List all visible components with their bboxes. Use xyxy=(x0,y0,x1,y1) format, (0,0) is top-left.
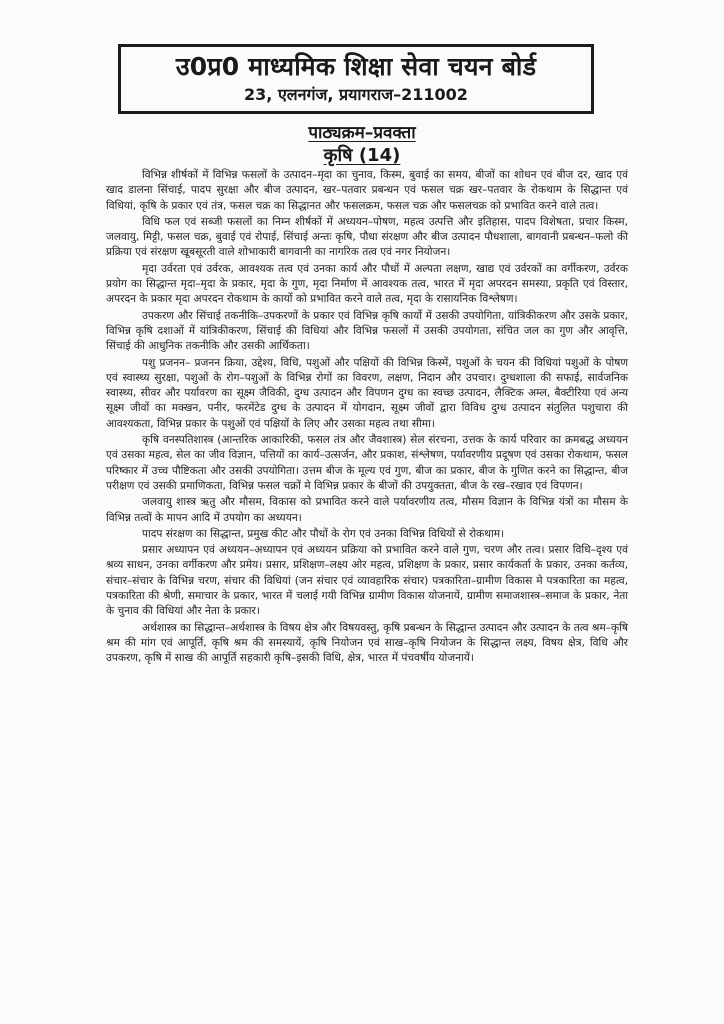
paragraph-plant-protection: पादप संरक्षण का सिद्धान्त, प्रमुख कीट और पौधों के रोग एवं उनका विभिन्न विधियों से रोकथाम। xyxy=(142,527,505,540)
subject-title: कृषि (14) xyxy=(323,145,401,166)
syllabus-body xyxy=(106,168,628,668)
paragraph-soil-fertility: मृदा उर्वरता एवं उर्वरक, आवश्यक तत्व एवं उनका कार्य और पौधों में अल्पता लक्षण, खाद्य एवं उर्वरकों का वर्गीकरण, उर्वरक प्रयोग का सिद्धान्त मृदा–मृदा के प्रकार, मृदा के गुण, मृदा निर्माण में आवश्यक तत्व, भारत में मृदा अपरदन समस्या, प्रकृति एवं विस्तार, अपरदन के प्रकार मृदा अपरदन रोकथाम के कार्यो को प्रभावित करने वाले तत्व, मृदा के रासायनिक विश्लेषण। xyxy=(106,262,628,306)
paragraph-crop-production: विभिन्न शीर्षकों में विभिन्न फसलों के उत्पादन–मृदा का चुनाव, किस्म, बुवाई का समय, बीजों का शोधन एवं बीज दर, खाद एवं खाद डालना सिंचाई, पादप सुरक्षा और बीज उत्पादन, खर–पतवार प्रबन्धन एवं फसल चक्र खर–पतवार के रोकथाम के सिद्धान्त एवं विधियां, कृषि के प्रकार एवं तंत्र, फसल चक्र का सिद्धानत और फसलक्रम, फसल चक्र और फसलचक्र को प्रभावित करने वाले तत्व। xyxy=(106,169,628,212)
paragraph-equipment-irrigation: उपकरण और सिंचाई तकनीकि–उपकरणों के प्रकार एवं विभिन्न कृषि कार्यो में उसकी उपयोगिता, यांत्रिकीकरण और उसके प्रकार, विभिन्न कृषि दशाओं में यांत्रिकीकरण, सिंचाई की विधियां और विभिन्न फसलों में उसकी उपयोगता, संचित जल का गुण और आवृत्ति, सिंचाई की आधुनिक तकनीकि और उसकी आर्थिकता। xyxy=(106,309,628,353)
paragraph-horticulture: विधि फल एवं सब्जी फसलों का निम्न शीर्षकों में अध्ययन–पोषण, महत्व उत्पत्ति और इतिहास, पादप विशेषता, प्रचार किस्म, जलवायु, मिट्टी, फसल चक्र, बुवाई एवं रोपाई, सिंचाई अन्तः कृषि, पौधा संरक्षण और बीज उत्पादन पौधशाला, बागवानी प्रबन्धन–फलो की प्रक्रिया एवं संरक्षण खूबसूरती वाले शोभाकारी बागवानी का नागरिक तत्व एवं नगर नियोजन। xyxy=(106,215,628,259)
paragraph-climatology: जलवायु शास्त्र ऋतु और मौसम, विकास को प्रभावित करने वाले पर्यावरणीय तत्व, मौसम विज्ञान के विभिन्न यंत्रों का मौसम के विभिन्न तत्वों के मापन आदि में उपयोग का अध्ययन। xyxy=(106,496,628,524)
paragraph-agricultural-botany: कृषि वनस्पतिशास्त्र (आन्तरिक आकारिकी, फसल तंत्र और जैवशास्त्र) सेल संरचना, उत्तक के कार्य परिवार का क्रमबद्ध अध्ययन एवं उसका महत्व, सेल का जीव विज्ञान, पत्तियों का कार्य–उत्सर्जन, और प्रकाश, संश्लेषण, पर्यावरणीय प्रदूषण एवं उसका रोकथाम, फसल परिष्कार में उच्च पौष्टिकता और उसकी उपयोगिता। उत्तम बीज के मूल्य एवं गुण, बीज का प्रकार, बीज के गुणित करने का सिद्धान्त, बीज परीक्षण एवं उसकी प्रमाणिकता, विभिन्न फसल चक्रों मे विभिन्न प्रकार के बीजों की उपयुक्तता, बीज के रख–रखाव एवं विपणन। xyxy=(106,434,628,492)
paragraph-animal-breeding: पशु प्रजनन– प्रजनन क्रिया, उद्देश्य, विधि, पशुओं और पक्षियों की विभिन्न किस्में, पशुओं के चयन की विधियां पशुओं के पोषण एवं स्वास्थ्य सुरक्षा, पशुओं के रोग–पशुओं के विभिन्न रोगों का विवरण, लक्षण, निदान और उपचार। दुग्धशाला की सफाई, सार्वजनिक स्वास्थ्य, सीवर और पर्यावरण का सूक्ष्म जैविकी, दुग्ध उत्पादन और विपणन दुग्ध का स्वच्छ उत्पादन, लैक्टिक अम्ल, बैक्टीरिया एवं अन्य सूक्ष्म जीवों का मक्खन, पनीर, फरमेंटेड दुग्ध के उत्पादन में योगदान, सूक्ष्म जीवों द्वारा विविध दुग्ध उत्पादन संतुलित पशुचारा की आवश्यकता, विभिन्न प्रकार के पशुओं एवं पक्षियों के लिए और उसका महत्व तथा सीमा। xyxy=(106,356,628,430)
paragraph-economics: अर्थशास्त्र का सिद्धान्त–अर्थशास्त्र के विषय क्षेत्र और विषयवस्तु, कृषि प्रबन्धन के सिद्धान्त उत्पादन और उत्पादन के तत्व श्रम–कृषि श्रम की मांग एवं आपूर्ति, कृषि श्रम की समस्यायें, कृषि नियोजन एवं साख–कृषि नियोजन के सिद्धान्त लक्ष्य, विषय क्षेत्र, विधि और उपकरण, कृषि में साख की आपूर्ति सहकारी कृषि–इसकी विधि, क्षेत्र, भारत में पंचवर्षीय योजनायें। xyxy=(106,621,628,665)
header-box xyxy=(118,44,594,114)
board-title: उ0प्र0 माध्यमिक शिक्षा सेवा चयन बोर्ड xyxy=(175,52,537,81)
syllabus-title: पाठ्यक्रम–प्रवक्ता xyxy=(308,123,416,143)
paragraph-extension-education: प्रसार अध्यापन एवं अध्ययन–अध्यापन एवं अध्ययन प्रक्रिया को प्रभावित करने वाले गुण, चरण और तत्व। प्रसार विधि–दृश्य एवं श्रव्य साधन, उनका वर्गीकरण और प्रमेय। प्रसार, प्रशिक्षण–लक्ष्य ओर महत्व, प्रशिक्षण के प्रकार, प्रसार कार्यकर्ता के प्रकार, उनका कर्तव्य, संचार–संचार के विभिन्न चरण, संचार की विधियां (जन संचार एवं व्यावहारिक संचार) पत्रकारिता–ग्रामीण विकास मे पत्रकारिता का महत्व, पत्रकारिता की श्रेणी, समाचार के प्रकार, भारत में चलाई गयी विभिन्न ग्रामीण विकास योजनायें, ग्रामीण समाजशास्त्र–समाज के प्रकार, नेता के चुनाव की विधियां और नेता के प्रकार। xyxy=(106,544,628,618)
board-address: 23, एलनगंज, प्रयागराज–211002 xyxy=(244,85,468,104)
